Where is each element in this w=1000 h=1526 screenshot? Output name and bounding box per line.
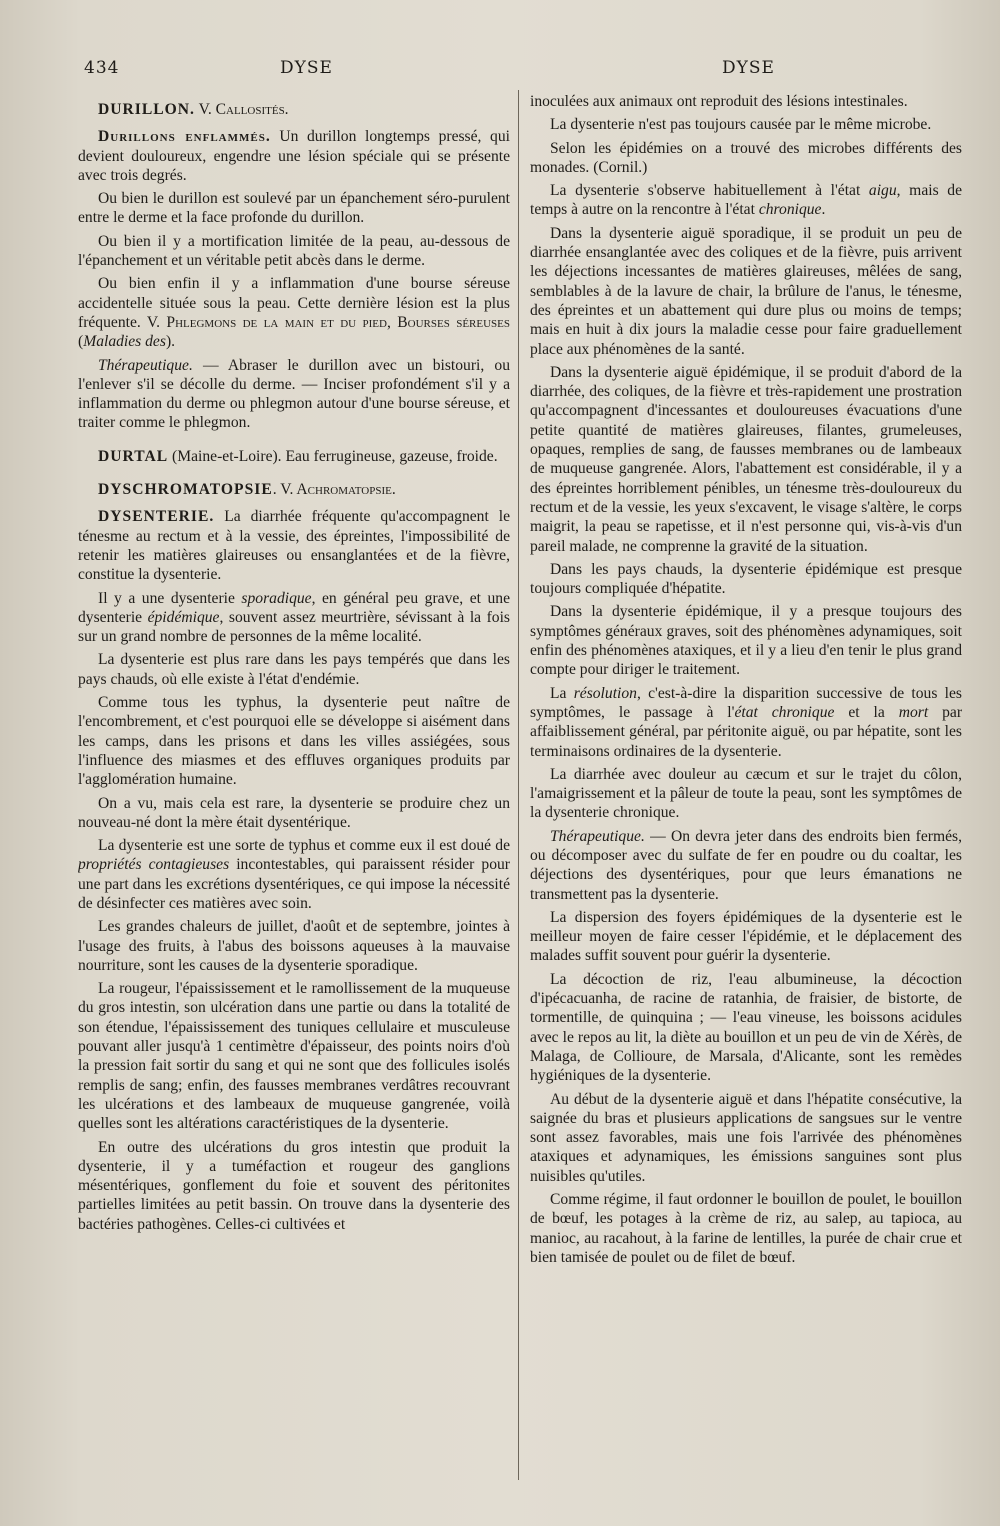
headword: DURILLON. (98, 101, 195, 118)
entry-durtal: DURTAL (Maine-et-Loire). Eau ferrugineuse, gazeuse, froide. (98, 447, 498, 465)
entry-dyschromatopsie: DYSCHROMATOPSIE. V. Achromatopsie. (98, 481, 396, 499)
paragraph: Dans la dysenterie épidémique, il y a presque toujours des symptômes généraux graves, soit des phénomènes adynamiques, soit enfin des phénomènes ataxiques, et il y a lieu d'en tenir le plus grand compte pour diriger le traitement. (530, 603, 962, 679)
entry-durillon: DURILLON. V. Callosités. (98, 101, 289, 118)
paragraph: La diarrhée avec douleur au cæcum et sur le trajet du côlon, l'amaigrissement et la pâleur de toute la peau, sont les symptômes de la dysenterie chronique. (530, 765, 962, 822)
paragraph: inoculées aux animaux ont reproduit des lésions intestinales. (530, 93, 908, 110)
right-running-title: DYSE (722, 58, 775, 78)
headword: DYSENTERIE. (98, 508, 215, 526)
paragraph: La dysenterie n'est pas toujours causée par le même microbe. (550, 116, 932, 134)
running-header (84, 58, 970, 88)
paragraph: Thérapeutique. — Abraser le durillon avec un bistouri, ou l'enlever s'il se décolle du derme. — Inciser profondément s'il y a inflammation du derme ou phlegmon autour d'une bourse séreuse, et traiter comme le phlegmon. (78, 356, 510, 432)
headword: DURTAL (98, 447, 169, 465)
paragraph: La dysenterie est plus rare dans les pays tempérés que dans les pays chauds, où elle existe à l'état d'endémie. (78, 651, 510, 688)
entry-durillons-enflammes: Durillons enflammés. Un durillon longtemps pressé, qui devient douloureux, engendre une lésion spéciale qui se présente avec trois degrés. (78, 128, 510, 184)
paragraph: Au début de la dysenterie aiguë et dans l'hépatite consécutive, la saignée du bras et plusieurs applications de sangsues sur le ventre sont assez favorables, mais une fois l'arrivée des phénomènes ataxiques et adynamiques, les émissions sanguines sont plus nuisibles qu'utiles. (530, 1090, 962, 1185)
paragraph: Comme tous les typhus, la dysenterie peut naître de l'encombrement, et c'est pourquoi elle se développe si aisément dans les camps, dans les prisons et dans les villes assiégées, sous l'influence des miasmes et des effluves organiques produits par l'agglomération humaine. (78, 694, 510, 789)
paragraph: Dans les pays chauds, la dysenterie épidémique est presque toujours compliquée d'hépatite. (530, 560, 962, 598)
left-column (78, 92, 510, 1492)
paragraph: La résolution, c'est-à-dire la disparition successive de tous les symptômes, le passage à l'état chronique et la mort par affaiblissement général, par péritonite aiguë, ou par hépatite, sont les terminaisons ordinaires de la dysenterie. (530, 684, 962, 760)
paragraph: Ou bien enfin il y a inflammation d'une bourse séreuse accidentelle située sous la peau. Cette dernière lésion est la plus fréquente. V. Phlegmons de la main et du pied, Bourses séreuses (Maladies des). (78, 275, 510, 351)
paragraph: On a vu, mais cela est rare, la dysenterie se produire chez un nouveau-né dont la mère était dysentérique. (78, 794, 510, 831)
paragraph: Selon les épidémies on a trouvé des microbes différents des monades. (Cornil.) (530, 139, 962, 176)
paragraph: Comme régime, il faut ordonner le bouillon de poulet, le bouillon de bœuf, les potages à la crème de riz, au salep, au tapioca, au manioc, au racahout, à la farine de lentilles, la purée de chair crue et bien tamisée de poulet ou de filet de bœuf. (530, 1191, 962, 1266)
paragraph: Ou bien le durillon est soulevé par un épanchement séro-purulent entre le derme et la face profonde du durillon. (78, 190, 510, 227)
paragraph: La décoction de riz, l'eau albumineuse, la décoction d'ipécacuanha, de racine de ratanhia, de fraisier, de bistorte, de tormentille, de quinquina ; — l'eau vineuse, les boissons acidules avec le repos au lit, la diète au bouillon et un peu de vin de Xérès, de Malaga, de Collioure, de Marsala, d'Alicante, sont les remèdes hygiéniques de la dysenterie. (530, 970, 962, 1085)
paragraph: La rougeur, l'épaississement et le ramollissement de la muqueuse du gros intestin, son ulcération dans une partie ou dans la totalité de son étendue, l'épaississement des tuniques cellulaire et musculeuse pouvant aller jusqu'à 1 centimètre d'épaisseur, des points noirs d'où la pression fait sortir du sang et qui ne sont que des follicules isolés remplis de sang; enfin, des fausses membranes verdâtres recouvrant les ulcérations et des lambeaux de muqueuse gangrenée, voilà quelles sont les altérations caractéristiques de la dysenterie. (78, 980, 510, 1133)
paragraph: Thérapeutique. — On devra jeter dans des endroits bien fermés, ou décomposer avec du sulfate de fer en poudre ou du coaltar, les déjections des dysentériques, pour que leurs émanations ne transmettent pas la dysenterie. (530, 827, 962, 903)
paragraph: Il y a une dysenterie sporadique, en général peu grave, et une dysenterie épidémique, souvent assez meurtrière, sévissant à la fois sur un grand nombre de personnes de la même localité. (78, 589, 510, 646)
paragraph: La dispersion des foyers épidémiques de la dysenterie est le meilleur moyen de faire cesser l'épidémie, et le déplacement des malades suffit souvent pour guérir la dysenterie. (530, 908, 962, 965)
subheadword: Durillons enflammés. (98, 128, 271, 146)
paragraph: Ou bien il y a mortification limitée de la peau, au-dessous de l'épanchement et un véritable petit abcès dans le derme. (78, 232, 510, 270)
paragraph: La dysenterie est une sorte de typhus et comme eux il est doué de propriétés contagieuses incontestables, qui paraissent résider pour une part dans les excrétions dysentériques, ce qui impose la nécessité de désinfecter ces matières avec soin. (78, 837, 510, 912)
right-column (530, 92, 962, 1492)
left-running-title: DYSE (280, 58, 333, 78)
paragraph: Les grandes chaleurs de juillet, d'août et de septembre, jointes à l'usage des fruits, à l'abus des boissons aqueuses à la mauvaise nourriture, sont les causes de la dysenterie sporadique. (78, 918, 510, 974)
paragraph: La dysenterie s'observe habituellement à l'état aigu, mais de temps à autre on la rencontre à l'état chronique. (530, 182, 962, 219)
paragraph: Dans la dysenterie aiguë sporadique, il se produit un peu de diarrhée ensanglantée avec des coliques et de la fièvre, puis arrivent les déjections incessantes de matières glaireuses, mêlées de sang, semblables à de la lavure de chair, la brûlure de l'anus, le ténesme, des épreintes et un abattement qui dure plus ou moins de temps; mais en huit à dix jours la maladie cesse pour faire graduellement place aux phénomènes de la santé. (530, 224, 962, 358)
paragraph: En outre des ulcérations du gros intestin que produit la dysenterie, il y a tuméfaction et rougeur des ganglions mésentériques, gonflement du foie et souvent des péritonites partielles limitées au petit bassin. On trouve dans la dysenterie des bactéries pathogènes. Celles-ci cultivées et (78, 1138, 510, 1233)
page-number: 434 (84, 58, 120, 78)
headword: DYSCHROMATOPSIE (98, 481, 273, 499)
column-divider (518, 90, 519, 1480)
paragraph: Dans la dysenterie aiguë épidémique, il se produit d'abord de la diarrhée, des coliques, de la fièvre et très-rapidement une prostration qu'accompagnent d'incessantes et douloureuses évacuations d'une petite quantité de matières glaireuses, filantes, grumeleuses, opaques, remplies de sang, de fausses membranes ou de lambeaux de muqueuse gangrenée. Alors, l'abattement est considérable, il y a des épreintes horriblement pénibles, un ténesme très-douloureux du rectum et de la vessie, les yeux s'excavent, le visage s'altère, le corps maigrit, la peau se rapetisse, et il n'est personne qui, vis-à-vis d'un pareil malade, ne comprenne la gravité de la situation. (530, 363, 962, 555)
entry-dysenterie: DYSENTERIE. La diarrhée fréquente qu'accompagnent le ténesme au rectum et à la vessie, des épreintes, l'impossibilité de retenir les matières glaireuses ou ensanglantées et de la fièvre, constitue la dysenterie. (78, 508, 510, 584)
